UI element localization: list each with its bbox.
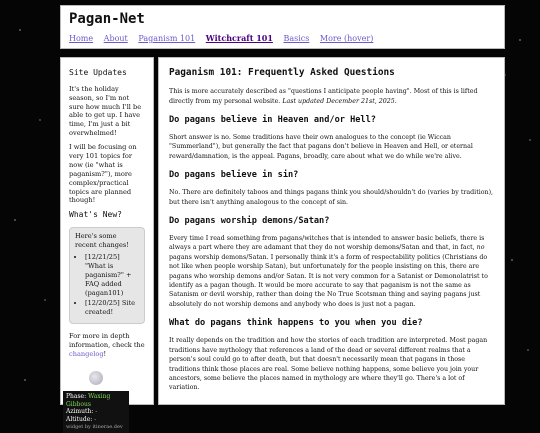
updates-paragraph-1: It's the holiday season, so I'm not sure how much I'll be able to get up. I have time, I'm just a bit overwhelmed! <box>69 84 142 138</box>
site-title: Pagan-Net <box>69 11 145 27</box>
whats-new-box <box>69 227 145 324</box>
answer-demons-start: Every time I read something from pagans/witches that is intended to answer basic beliefs, there is always a part where they are adamant that they do not worship demons/Satan and that, in fact, <box>169 234 485 252</box>
list-item: • [12/21/25] "What is paganism?" + FAQ added (pagan101) <box>85 253 139 297</box>
changelog-suffix: ! <box>103 349 107 358</box>
moon-altitude-value: - <box>94 416 97 424</box>
whats-new-list <box>75 253 139 317</box>
site-updates-heading: Site Updates <box>69 68 127 77</box>
answer-sin: No. There are definitely taboos and things pagans think you should/shouldn't do (varies by tradition), but there isn't anything analogous to the concept of sin. <box>169 189 494 206</box>
changelog-note <box>69 332 145 359</box>
moon-widget <box>66 371 145 433</box>
question-heading-heaven-hell: Do pagans believe in Heaven and/or Hell? <box>169 114 376 125</box>
nav-more-link[interactable]: More (hover) <box>319 34 374 43</box>
sidebar <box>60 57 154 431</box>
answer-demons <box>169 234 494 310</box>
nav-witchcraft-101-link[interactable]: Witchcraft 101 <box>205 33 273 43</box>
changelog-link[interactable]: changelog <box>69 349 104 358</box>
answer-demons-rest: pagans worship demons/Satan. I personally think it's a form of respectability politics (Christians do not like when people worship Satan), but unfortunately for the people insisting on this, there are pagans who worship demons and/or Satan. It is not very common for a Satanist or Demonolatrist to identify as a pagan though. It would be more accurate to say that paganism is not the same as Satanism or devil worship, rather than doing the No True Scotsman thing and saying pagans just absolutely do not worship demons and anybody who does is just not a pagan. <box>169 253 488 308</box>
question-heading-death: What do pagans think happens to you when you die? <box>169 318 423 329</box>
moon-info-panel <box>63 391 129 433</box>
changelog-prefix: For more in depth information, check the <box>69 332 145 350</box>
list-item: • [12/20/25] Site created! <box>85 299 139 317</box>
moon-icon <box>89 371 103 385</box>
moon-azimuth-value: - <box>95 408 98 416</box>
whats-new-heading: What's New? <box>69 210 122 220</box>
moon-altitude-label: Altitude: <box>66 416 93 424</box>
nav-about-link[interactable]: About <box>103 34 128 43</box>
moon-azimuth-label: Azimuth: <box>66 408 94 416</box>
whats-new-intro: Here's some recent changes! <box>75 232 129 250</box>
answer-heaven-hell: Short answer is no. Some traditions have their own analogues to the concept (ie Wiccan "Summerland"), but generally the fact that pagans don't believe in Heaven and Hell, or eternal reward/damnation, is the appeal. Pagans, broadly, care about what we do while we're alive. <box>169 133 473 160</box>
updates-paragraph-2: I will be focusing on very 101 topics for now (ie "what is paganism?"), more complex/practical topics are planned though! <box>69 143 137 205</box>
moon-phase-value: Waxing Gibbous <box>66 392 111 408</box>
intro-text: This is more accurately described as "questions I anticipate people having". Most of this is lifted directly from my personal website. <box>169 88 478 105</box>
page-title: Paganism 101: Frequently Asked Questions <box>169 67 395 78</box>
question-heading-sin: Do pagans believe in sin? <box>169 170 299 181</box>
nav-paganism-101-link[interactable]: Paganism 101 <box>138 34 196 43</box>
main-content <box>158 57 505 405</box>
answer-demons-emphasis: no <box>476 244 485 252</box>
moon-phase-label: Phase: <box>66 392 87 400</box>
nav-basics-link[interactable]: Basics <box>283 34 310 43</box>
site-header <box>60 5 505 49</box>
moon-widget-credit: widget by itinerae.dev <box>66 424 123 431</box>
intro-paragraph <box>169 87 494 106</box>
nav-bar <box>69 33 381 43</box>
question-heading-demons: Do pagans worship demons/Satan? <box>169 215 330 226</box>
last-updated: Last updated December 21st, 2025. <box>282 97 397 105</box>
nav-home-link[interactable]: Home <box>69 34 94 43</box>
answer-death: It really depends on the tradition and how the stories of each tradition are interpreted. Most pagan traditions have mythology that references a land of the dead or several different realms that a person's soul could go to after death, but that doesn't necessarily mean that pagans in those traditions think those places are real. Some believe nothing happens, some believe you join your ancestors, some believe the places named in mythology are where they'll go. There's a lot of variation. <box>169 337 488 392</box>
